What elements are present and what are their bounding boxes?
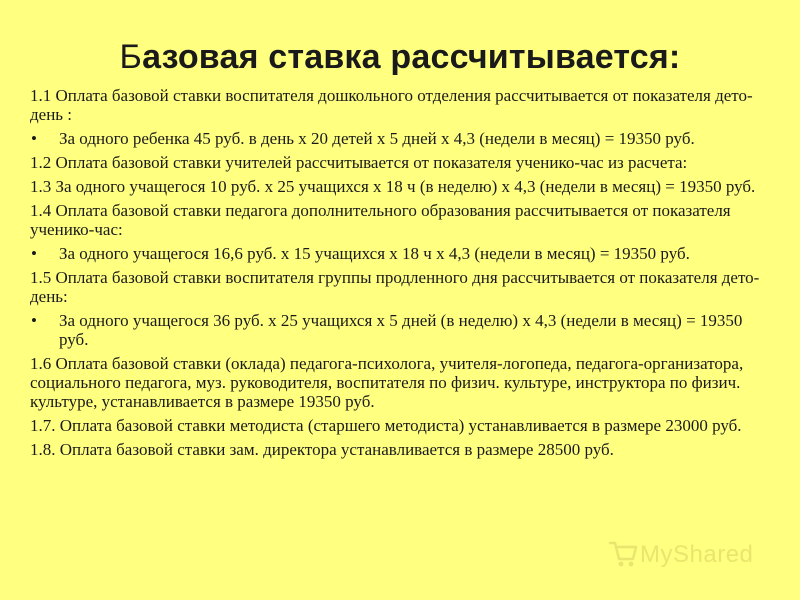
watermark-logo [608, 537, 768, 573]
bullet-item [30, 129, 775, 148]
slide-title [0, 38, 800, 77]
bullet-text: За одного ребенка 45 руб. в день х 20 детей х 5 дней х 4,3 (недели в месяц) = 19350 руб. [59, 129, 695, 148]
item-1-1: 1.1 Оплата базовой ставки воспитателя дошкольного отделения рассчитывается от показателя дето- день : [30, 86, 753, 124]
item-1-3: 1.3 За одного учащегося 10 руб. х 25 учащихся х 18 ч (в неделю) х 4,3 (недели в месяц) = 19350 руб. [30, 177, 756, 196]
bullet-text: За одного учащегося 16,6 руб. х 15 учащихся х 18 ч х 4,3 (недели в месяц) = 19350 руб. [59, 244, 690, 263]
bullet-item [30, 311, 775, 349]
bullet-marker: • [31, 244, 37, 263]
bullet-item [30, 244, 775, 263]
watermark-text: MyShared [640, 541, 754, 568]
cart-icon [608, 537, 638, 569]
bullet-marker: • [31, 311, 37, 330]
item-1-6: 1.6 Оплата базовой ставки (оклада) педагога-психолога, учителя-логопеда, педагога-организатора, социального педагога, муз. руководителя, воспитателя по физич. культуре, инструктора по физич. культуре, устанавливается в размере 19350 руб. [30, 354, 744, 411]
item-1-2: 1.2 Оплата базовой ставки учителей рассчитывается от показателя ученико-час из расчета: [30, 153, 688, 172]
slide-content [30, 86, 775, 464]
item-1-7: 1.7. Оплата базовой ставки методиста (старшего методиста) устанавливается в размере 23000 руб. [30, 416, 742, 435]
item-1-5: 1.5 Оплата базовой ставки воспитателя группы продленного дня рассчитывается от показателя дето-день: [30, 268, 760, 306]
slide-title-initial: Б [119, 38, 143, 76]
bullet-marker: • [31, 129, 37, 148]
slide-title-rest: азовая ставка рассчитывается: [142, 38, 681, 76]
item-1-8: 1.8. Оплата базовой ставки зам. директора устанавливается в размере 28500 руб. [30, 440, 614, 459]
bullet-text: За одного учащегося 36 руб. х 25 учащихся х 5 дней (в неделю) х 4,3 (недели в месяц) = 19350 руб. [59, 311, 743, 349]
item-1-4: 1.4 Оплата базовой ставки педагога дополнительного образования рассчитывается от показателя ученико-час: [30, 201, 731, 239]
